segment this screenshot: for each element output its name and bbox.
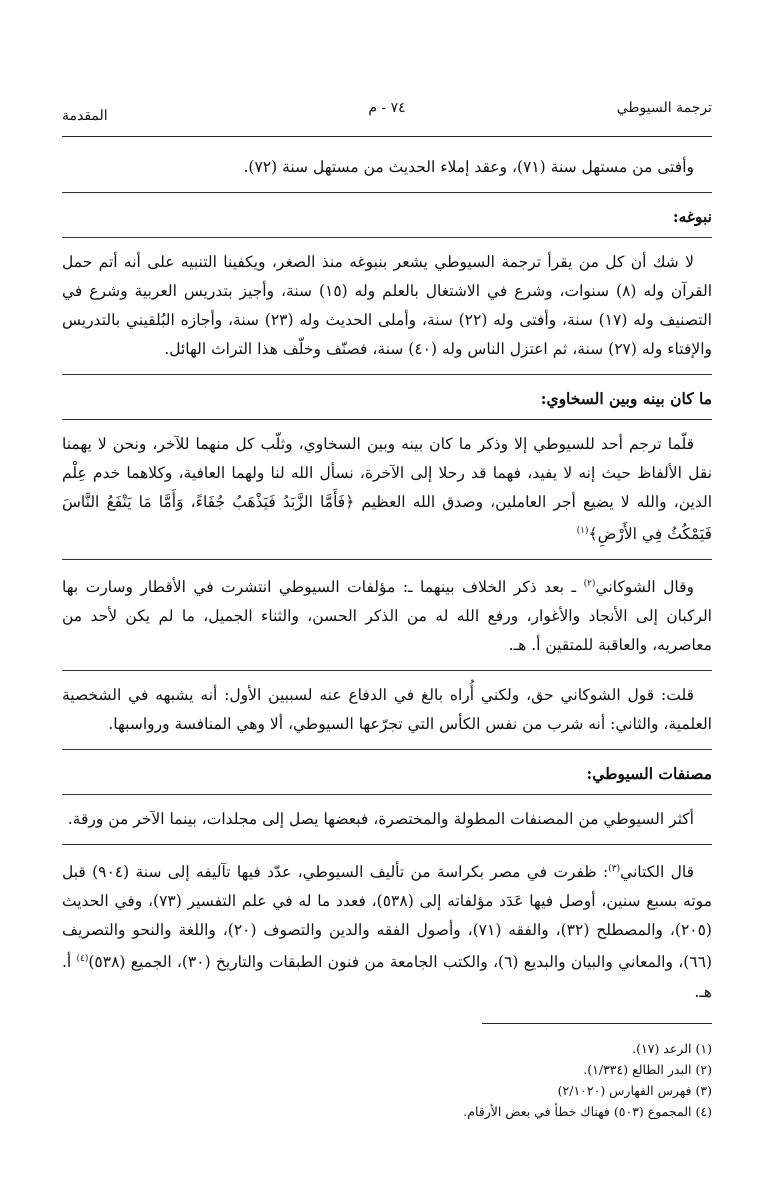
footnote-number: (٤) — [695, 1103, 712, 1119]
paragraph-text: : ظفرت في مصر بكراسة من تأليف السيوطي، عدّد فيها تآليفه إلى سنة (٩٠٤) قبل موته بسبع سنين، أوصل فيها عَدَد مؤلفاته إلى (٥٣٨)، فعدد ما له في علم التفسير (٧٣)، وفي الحديث (٢٠٥)، والمصطلح (٣٢)، والفقه (٧١)، وأصول الفقه والدين والتصوف (٢٠)، واللغة والنحو والتصريف (٦٦)، والمعاني والبيان والبديع (٦)، والكتب الجامعة من فنون الطبقات والتاريخ (٣٠)، الجميع (٥٣٨) — [62, 863, 712, 972]
header-section: المقدمة — [62, 108, 108, 124]
section-divider — [62, 749, 712, 750]
footnote — [62, 1059, 712, 1080]
sakhawi-paragraph-1 — [62, 430, 712, 549]
paragraph-text: أ. هـ. — [62, 953, 712, 1001]
section-divider — [62, 559, 712, 560]
section-divider — [62, 419, 712, 420]
paragraph-text: وقال الشوكاني — [595, 578, 694, 597]
section-heading-sakhawi: ما كان بينه وبين السخاوي: — [540, 389, 712, 408]
footnote-text: الرعد (١٧). — [632, 1040, 692, 1056]
footnote — [62, 1080, 712, 1101]
page-number: ٧٤ - م — [368, 100, 406, 116]
footnote-ref: (٢) — [583, 579, 596, 590]
footnote-number: (٢) — [695, 1061, 712, 1077]
genius-paragraph: لا شك أن كل من يقرأ ترجمة السيوطي يشعر بنبوغه منذ الصغر، ويكفينا التنبيه على أنه أتم حمل القرآن وله (٨) سنوات، وشرع في الاشتغال بالعلم وله (١٥) سنة، وأجيز بتدريس العربية وشرع في التصنيف وله (١٧) سنة، وأفتى وله (٢٢) سنة، وأملى الحديث وله (٢٣) سنة، وأجازه البُلقيني بالتدريس والإفتاء وله (٢٧) سنة، ثم اعتزل الناس وله (٤٠) سنة، فصنّف وخلّف هذا التراث الهائل. — [62, 253, 713, 358]
footnote-rule — [482, 1023, 712, 1024]
sakhawi-paragraph-3: قلت: قول الشوكاني حق، ولكني أُراه بالغ في الدفاع عنه لسببين الأول: أنه يشبهه في الشخصية العلمية، والثاني: أنه شرب من نفس الكأس التي تجرّعها السيوطي، ألا وهي المنافسة ورواسبها. — [62, 686, 712, 734]
paragraph-text: ـ بعد ذكر الخلاف بينهما ـ: مؤلفات السيوطي انتشرت في الأقطار وسارت بها الركبان إلى الأنجاد والأغوار، ورفع الله له من الذكر الحسن، والثناء الجميل، ما لم يكن لأحد من معاصريه، والعاقبة للمتقين أ. هـ. — [62, 578, 712, 655]
section-divider — [62, 192, 712, 193]
section-divider — [62, 374, 712, 375]
book-page — [62, 92, 712, 1152]
section-heading-works: مصنفات السيوطي: — [586, 764, 712, 784]
paragraph-text: قال الكتاني — [620, 863, 694, 882]
footnote-text: فهرس الفهارس (٢/١٠٢٠) — [557, 1082, 692, 1098]
section-divider — [62, 794, 712, 795]
intro-paragraph: وأفتى من مستهل سنة (٧١)، وعقد إملاء الحديث من مستهل سنة (٧٢). — [243, 158, 694, 176]
footnote — [62, 1101, 712, 1122]
section-heading-genius: نبوغه: — [672, 207, 712, 226]
footnote-text: المجموع (٥٠٣) فهناك خطأ في بعض الأرقام. — [463, 1103, 692, 1119]
works-paragraph-2 — [62, 855, 712, 1006]
section-divider — [62, 237, 712, 238]
running-header — [62, 92, 712, 122]
header-rule — [62, 136, 712, 137]
footnote-ref: (١) — [576, 526, 589, 536]
footnote-number: (١) — [695, 1040, 712, 1056]
section-divider — [62, 844, 712, 845]
footnote — [62, 1038, 712, 1059]
footnote-text: البدر الطالع (١/٣٣٤). — [583, 1061, 692, 1077]
footnote-ref: (٤) — [76, 954, 89, 965]
section-divider — [62, 670, 712, 671]
header-title: ترجمة السيوطي — [616, 100, 712, 116]
footnote-ref: (٣) — [608, 864, 621, 875]
footnote-number: (٣) — [695, 1082, 712, 1098]
paragraph-text: قلّما ترجم أحد للسيوطي إلا وذكر ما كان بينه وبين السخاوي، وثلّب كل منهما للآخر، ونحن لا يهمنا نقل الألفاظ حيث إنه لا يفيد، فهما قد رحلا إلى الآخرة، نسأل الله لنا ولهما العافية، وكلاهما خدم عِلْم الدين، والله لا يضيع أجر العاملين، وصدق الله العظيم ﴿فَأَمَّا الزَّبَدُ فَيَذْهَبُ جُفَاءً، وَأَمَّا مَا يَنْفَعُ النَّاسَ فَيَمْكُثُ فِي الأَرْضِ﴾ — [62, 435, 712, 544]
sakhawi-paragraph-2 — [62, 570, 712, 660]
works-paragraph-1: أكثر السيوطي من المصنفات المطولة والمختصرة، فبعضها يصل إلى مجلدات، بينما الآخر من ورقة. — [67, 810, 694, 829]
